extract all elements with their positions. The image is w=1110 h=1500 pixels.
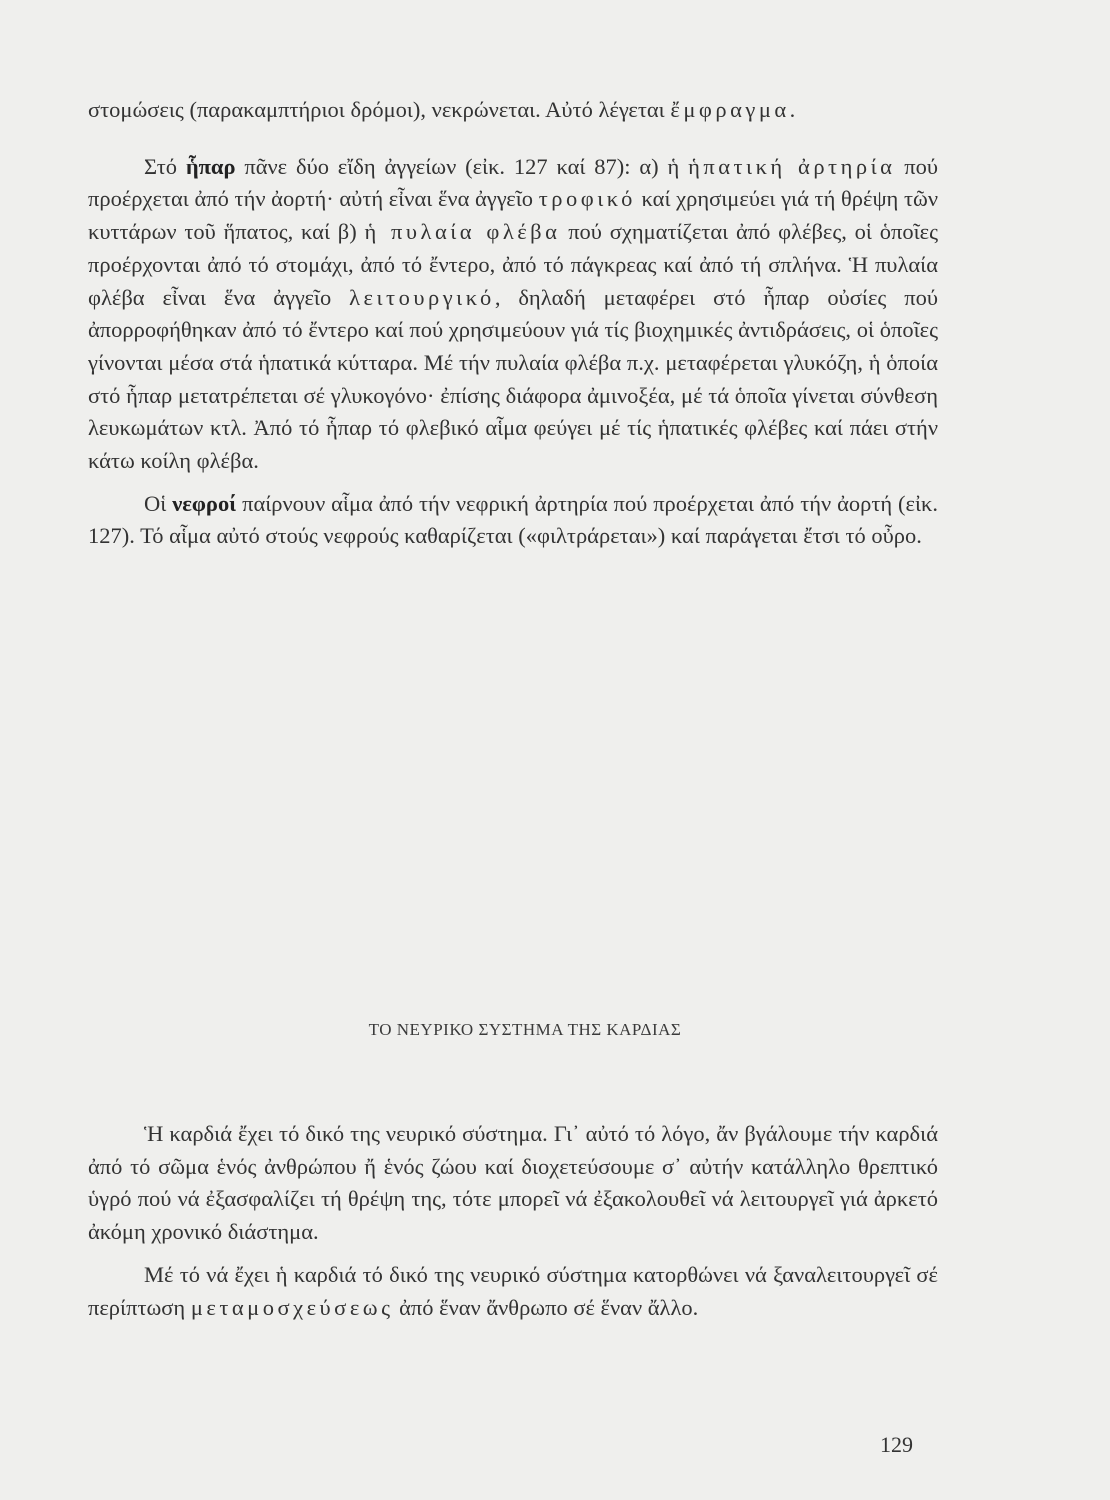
- emphasis-spaced: ἡ πυλαία φλέβα: [364, 219, 561, 245]
- section-heading: ΤΟ ΝΕΥΡΙΚΟ ΣΥΣΤΗΜΑ ΤΗΣ ΚΑΡΔΙΑΣ: [368, 1020, 682, 1039]
- section-body: [88, 1118, 938, 1324]
- bold-term: ἧπαρ: [185, 153, 236, 179]
- bold-term: νεφροί: [172, 490, 237, 516]
- emphasis-spaced: ἔμφραγμα.: [670, 97, 799, 122]
- emphasis-spaced: τροφικό: [538, 186, 636, 212]
- emphasis-spaced: μεταμοσχεύσεως: [190, 1294, 394, 1320]
- paragraph-continuation: στομώσεις (παρακαμπτήριοι δρόμοι), νεκρώνεται. Αὐτό λέγεται ἔμφραγμα.: [88, 97, 799, 122]
- emphasis-spaced: λειτουργικό: [349, 284, 495, 310]
- page-body: [88, 94, 938, 553]
- emphasis-spaced: ἡπατική ἀρτηρία: [688, 153, 896, 179]
- paragraph-transplant: Μέ τό νά ἔχει ἡ καρδιά τό δικό της νευρικό σύστημα κατορθώνει νά ξαναλειτουργεῖ σέ περίπτωση μεταμοσχεύσεως ἀπό ἕναν ἄνθρωπο σέ ἕναν ἄλλο.: [88, 1261, 938, 1320]
- paragraph-heart: Ἡ καρδιά ἔχει τό δικό της νευρικό σύστημα. Γι᾽ αὐτό τό λόγο, ἄν βγάλουμε τήν καρδιά ἀπό τό σῶμα ἑνός ἀνθρώπου ἤ ἑνός ζώου καί διοχετεύσουμε σ᾽ αὐτήν κατάλληλο θρεπτικό ὑγρό πού νά ἐξασφαλίζει τή θρέψη της, τότε μπορεῖ νά ἐξακολουθεῖ νά λειτουργεῖ γιά ἀρκετό ἀκόμη χρονικό διάστημα.: [88, 1121, 938, 1245]
- page-number: 129: [880, 1432, 913, 1457]
- paragraph-kidneys: Οἱ νεφροί παίρνουν αἷμα ἀπό τήν νεφρική ἀρτηρία πού προέρχεται ἀπό τήν ἀορτή (εἰκ. 127). Τό αἷμα αὐτό στούς νεφρούς καθαρίζεται («φιλτράρεται») καί παράγεται ἔτσι τό οὖρο.: [88, 490, 938, 549]
- paragraph-liver: Στό ἧπαρ πᾶνε δύο εἴδη ἀγγείων (εἰκ. 127 καί 87): α) ἡ ἡπατική ἀρτηρία πού προέρχεται ἀπό τήν ἀορτή· αὐτή εἶναι ἕνα ἀγγεῖο τροφικό καί χρησιμεύει γιά τή θρέψη τῶν κυττάρων τοῦ ἥπατος, καί β) ἡ πυλαία φλέβα πού σχηματίζεται ἀπό φλέβες, οἱ ὁποῖες προέρχονται ἀπό τό στομάχι, ἀπό τό ἔντερο, ἀπό τό πάγκρεας καί ἀπό τή σπλήνα. Ἡ πυλαία φλέβα εἶναι ἕνα ἀγγεῖο λειτουργικό, δηλαδή μεταφέρει στό ἧπαρ οὐσίες πού ἀπορροφήθηκαν ἀπό τό ἔντερο καί πού χρησιμεύουν γιά τίς βιοχημικές ἀντιδράσεις, οἱ ὁποῖες γίνονται μέσα στά ἡπατικά κύτταρα. Μέ τήν πυλαία φλέβα π.χ. μεταφέρεται γλυκόζη, ἡ ὁποία στό ἧπαρ μετατρέπεται σέ γλυκογόνο· ἐπίσης διάφορα ἀμινοξέα, μέ τά ὁποῖα γίνεται σύνθεση λευκωμάτων κτλ. Ἀπό τό ἧπαρ τό φλεβικό αἷμα φεύγει μέ τίς ἡπατικές φλέβες καί πάει στήν κάτω κοίλη φλέβα.: [88, 153, 939, 474]
